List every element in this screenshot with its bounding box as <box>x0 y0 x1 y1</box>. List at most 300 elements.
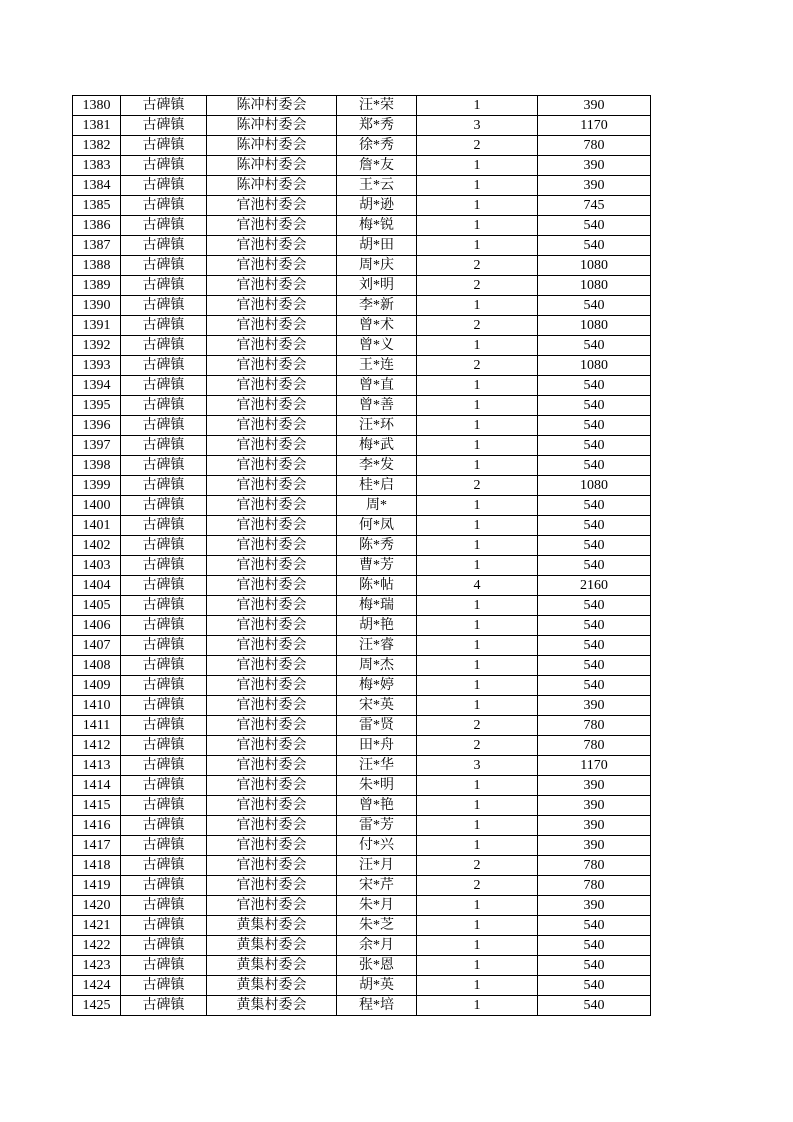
amount-cell: 540 <box>538 336 651 356</box>
amount-cell: 540 <box>538 296 651 316</box>
count-cell: 1 <box>417 656 538 676</box>
count-cell: 1 <box>417 816 538 836</box>
name-cell: 刘*明 <box>337 276 417 296</box>
town-cell: 古碑镇 <box>121 316 207 336</box>
amount-cell: 540 <box>538 376 651 396</box>
table-row <box>73 476 651 496</box>
amount-cell: 540 <box>538 236 651 256</box>
count-cell: 2 <box>417 256 538 276</box>
amount-cell: 780 <box>538 136 651 156</box>
town-cell: 古碑镇 <box>121 236 207 256</box>
count-cell: 3 <box>417 756 538 776</box>
row-number-cell: 1399 <box>73 476 121 496</box>
count-cell: 2 <box>417 316 538 336</box>
name-cell: 宋*芹 <box>337 876 417 896</box>
count-cell: 1 <box>417 296 538 316</box>
row-number-cell: 1419 <box>73 876 121 896</box>
village-cell: 陈冲村委会 <box>207 96 337 116</box>
row-number-cell: 1390 <box>73 296 121 316</box>
amount-cell: 540 <box>538 916 651 936</box>
row-number-cell: 1393 <box>73 356 121 376</box>
town-cell: 古碑镇 <box>121 656 207 676</box>
amount-cell: 390 <box>538 816 651 836</box>
amount-cell: 1170 <box>538 116 651 136</box>
amount-cell: 390 <box>538 156 651 176</box>
data-table <box>72 95 651 1016</box>
amount-cell: 540 <box>538 536 651 556</box>
count-cell: 1 <box>417 696 538 716</box>
row-number-cell: 1410 <box>73 696 121 716</box>
amount-cell: 540 <box>538 216 651 236</box>
amount-cell: 780 <box>538 716 651 736</box>
table-row <box>73 396 651 416</box>
count-cell: 1 <box>417 616 538 636</box>
table-row <box>73 516 651 536</box>
amount-cell: 1080 <box>538 476 651 496</box>
village-cell: 官池村委会 <box>207 496 337 516</box>
town-cell: 古碑镇 <box>121 636 207 656</box>
row-number-cell: 1394 <box>73 376 121 396</box>
row-number-cell: 1401 <box>73 516 121 536</box>
village-cell: 陈冲村委会 <box>207 136 337 156</box>
count-cell: 1 <box>417 456 538 476</box>
village-cell: 官池村委会 <box>207 576 337 596</box>
town-cell: 古碑镇 <box>121 276 207 296</box>
village-cell: 官池村委会 <box>207 216 337 236</box>
amount-cell: 540 <box>538 436 651 456</box>
amount-cell: 1080 <box>538 256 651 276</box>
table-row <box>73 696 651 716</box>
row-number-cell: 1421 <box>73 916 121 936</box>
village-cell: 官池村委会 <box>207 276 337 296</box>
town-cell: 古碑镇 <box>121 496 207 516</box>
town-cell: 古碑镇 <box>121 836 207 856</box>
count-cell: 1 <box>417 336 538 356</box>
town-cell: 古碑镇 <box>121 136 207 156</box>
count-cell: 1 <box>417 936 538 956</box>
count-cell: 3 <box>417 116 538 136</box>
count-cell: 1 <box>417 676 538 696</box>
table-row <box>73 436 651 456</box>
count-cell: 1 <box>417 96 538 116</box>
row-number-cell: 1385 <box>73 196 121 216</box>
name-cell: 胡*英 <box>337 976 417 996</box>
row-number-cell: 1391 <box>73 316 121 336</box>
village-cell: 黄集村委会 <box>207 956 337 976</box>
table-row <box>73 216 651 236</box>
name-cell: 付*兴 <box>337 836 417 856</box>
count-cell: 1 <box>417 376 538 396</box>
amount-cell: 540 <box>538 976 651 996</box>
row-number-cell: 1405 <box>73 596 121 616</box>
village-cell: 官池村委会 <box>207 656 337 676</box>
count-cell: 1 <box>417 916 538 936</box>
row-number-cell: 1398 <box>73 456 121 476</box>
row-number-cell: 1420 <box>73 896 121 916</box>
village-cell: 官池村委会 <box>207 416 337 436</box>
table-row <box>73 596 651 616</box>
amount-cell: 780 <box>538 736 651 756</box>
row-number-cell: 1382 <box>73 136 121 156</box>
row-number-cell: 1415 <box>73 796 121 816</box>
village-cell: 黄集村委会 <box>207 976 337 996</box>
name-cell: 胡*逊 <box>337 196 417 216</box>
row-number-cell: 1417 <box>73 836 121 856</box>
amount-cell: 540 <box>538 416 651 436</box>
name-cell: 汪*月 <box>337 856 417 876</box>
row-number-cell: 1413 <box>73 756 121 776</box>
town-cell: 古碑镇 <box>121 676 207 696</box>
village-cell: 官池村委会 <box>207 636 337 656</box>
row-number-cell: 1424 <box>73 976 121 996</box>
row-number-cell: 1389 <box>73 276 121 296</box>
table-row <box>73 756 651 776</box>
village-cell: 陈冲村委会 <box>207 176 337 196</box>
name-cell: 曹*芳 <box>337 556 417 576</box>
village-cell: 官池村委会 <box>207 196 337 216</box>
table-body <box>73 96 651 1016</box>
town-cell: 古碑镇 <box>121 536 207 556</box>
village-cell: 官池村委会 <box>207 356 337 376</box>
table-row <box>73 356 651 376</box>
town-cell: 古碑镇 <box>121 476 207 496</box>
table-row <box>73 556 651 576</box>
row-number-cell: 1404 <box>73 576 121 596</box>
count-cell: 1 <box>417 976 538 996</box>
town-cell: 古碑镇 <box>121 896 207 916</box>
village-cell: 官池村委会 <box>207 376 337 396</box>
name-cell: 桂*启 <box>337 476 417 496</box>
town-cell: 古碑镇 <box>121 156 207 176</box>
row-number-cell: 1412 <box>73 736 121 756</box>
name-cell: 周* <box>337 496 417 516</box>
amount-cell: 2160 <box>538 576 651 596</box>
row-number-cell: 1407 <box>73 636 121 656</box>
name-cell: 梅*瑞 <box>337 596 417 616</box>
count-cell: 1 <box>417 496 538 516</box>
town-cell: 古碑镇 <box>121 936 207 956</box>
table-row <box>73 796 651 816</box>
name-cell: 曾*术 <box>337 316 417 336</box>
amount-cell: 390 <box>538 836 651 856</box>
village-cell: 官池村委会 <box>207 736 337 756</box>
row-number-cell: 1408 <box>73 656 121 676</box>
table-row <box>73 336 651 356</box>
row-number-cell: 1395 <box>73 396 121 416</box>
table-row <box>73 456 651 476</box>
count-cell: 2 <box>417 716 538 736</box>
town-cell: 古碑镇 <box>121 876 207 896</box>
amount-cell: 745 <box>538 196 651 216</box>
count-cell: 1 <box>417 996 538 1016</box>
town-cell: 古碑镇 <box>121 456 207 476</box>
village-cell: 官池村委会 <box>207 696 337 716</box>
name-cell: 张*恩 <box>337 956 417 976</box>
table-row <box>73 376 651 396</box>
count-cell: 1 <box>417 956 538 976</box>
amount-cell: 390 <box>538 696 651 716</box>
row-number-cell: 1392 <box>73 336 121 356</box>
amount-cell: 540 <box>538 396 651 416</box>
row-number-cell: 1383 <box>73 156 121 176</box>
table-row <box>73 196 651 216</box>
table-row <box>73 976 651 996</box>
amount-cell: 390 <box>538 96 651 116</box>
table-row <box>73 896 651 916</box>
table-row <box>73 996 651 1016</box>
town-cell: 古碑镇 <box>121 196 207 216</box>
count-cell: 2 <box>417 876 538 896</box>
town-cell: 古碑镇 <box>121 716 207 736</box>
count-cell: 1 <box>417 236 538 256</box>
table-row <box>73 416 651 436</box>
row-number-cell: 1414 <box>73 776 121 796</box>
name-cell: 周*杰 <box>337 656 417 676</box>
amount-cell: 390 <box>538 176 651 196</box>
table-row <box>73 816 651 836</box>
village-cell: 黄集村委会 <box>207 996 337 1016</box>
amount-cell: 540 <box>538 996 651 1016</box>
amount-cell: 540 <box>538 636 651 656</box>
table-row <box>73 716 651 736</box>
row-number-cell: 1388 <box>73 256 121 276</box>
table-row <box>73 316 651 336</box>
table-row <box>73 116 651 136</box>
amount-cell: 540 <box>538 496 651 516</box>
town-cell: 古碑镇 <box>121 736 207 756</box>
row-number-cell: 1386 <box>73 216 121 236</box>
town-cell: 古碑镇 <box>121 856 207 876</box>
table-row <box>73 636 651 656</box>
name-cell: 汪*华 <box>337 756 417 776</box>
village-cell: 官池村委会 <box>207 296 337 316</box>
table-row <box>73 96 651 116</box>
village-cell: 官池村委会 <box>207 896 337 916</box>
name-cell: 曾*善 <box>337 396 417 416</box>
town-cell: 古碑镇 <box>121 256 207 276</box>
amount-cell: 1170 <box>538 756 651 776</box>
village-cell: 官池村委会 <box>207 516 337 536</box>
row-number-cell: 1397 <box>73 436 121 456</box>
table-row <box>73 876 651 896</box>
village-cell: 官池村委会 <box>207 476 337 496</box>
town-cell: 古碑镇 <box>121 976 207 996</box>
town-cell: 古碑镇 <box>121 116 207 136</box>
name-cell: 梅*武 <box>337 436 417 456</box>
row-number-cell: 1387 <box>73 236 121 256</box>
amount-cell: 540 <box>538 936 651 956</box>
town-cell: 古碑镇 <box>121 956 207 976</box>
table-row <box>73 136 651 156</box>
table-row <box>73 936 651 956</box>
town-cell: 古碑镇 <box>121 356 207 376</box>
village-cell: 官池村委会 <box>207 676 337 696</box>
village-cell: 官池村委会 <box>207 396 337 416</box>
row-number-cell: 1416 <box>73 816 121 836</box>
town-cell: 古碑镇 <box>121 176 207 196</box>
name-cell: 曾*艳 <box>337 796 417 816</box>
row-number-cell: 1418 <box>73 856 121 876</box>
row-number-cell: 1381 <box>73 116 121 136</box>
amount-cell: 540 <box>538 616 651 636</box>
town-cell: 古碑镇 <box>121 576 207 596</box>
town-cell: 古碑镇 <box>121 96 207 116</box>
village-cell: 官池村委会 <box>207 816 337 836</box>
village-cell: 官池村委会 <box>207 796 337 816</box>
amount-cell: 390 <box>538 776 651 796</box>
village-cell: 官池村委会 <box>207 536 337 556</box>
name-cell: 田*舟 <box>337 736 417 756</box>
count-cell: 2 <box>417 136 538 156</box>
amount-cell: 540 <box>538 596 651 616</box>
name-cell: 汪*环 <box>337 416 417 436</box>
name-cell: 王*连 <box>337 356 417 376</box>
town-cell: 古碑镇 <box>121 376 207 396</box>
town-cell: 古碑镇 <box>121 756 207 776</box>
count-cell: 1 <box>417 796 538 816</box>
row-number-cell: 1406 <box>73 616 121 636</box>
village-cell: 陈冲村委会 <box>207 156 337 176</box>
count-cell: 1 <box>417 516 538 536</box>
table-row <box>73 836 651 856</box>
amount-cell: 780 <box>538 876 651 896</box>
village-cell: 官池村委会 <box>207 456 337 476</box>
row-number-cell: 1384 <box>73 176 121 196</box>
count-cell: 1 <box>417 636 538 656</box>
town-cell: 古碑镇 <box>121 216 207 236</box>
table-row <box>73 736 651 756</box>
amount-cell: 780 <box>538 856 651 876</box>
count-cell: 1 <box>417 836 538 856</box>
town-cell: 古碑镇 <box>121 416 207 436</box>
count-cell: 1 <box>417 896 538 916</box>
name-cell: 李*新 <box>337 296 417 316</box>
amount-cell: 540 <box>538 556 651 576</box>
table-row <box>73 916 651 936</box>
village-cell: 官池村委会 <box>207 616 337 636</box>
table-row <box>73 576 651 596</box>
name-cell: 雷*贤 <box>337 716 417 736</box>
name-cell: 胡*田 <box>337 236 417 256</box>
name-cell: 余*月 <box>337 936 417 956</box>
name-cell: 梅*锐 <box>337 216 417 236</box>
name-cell: 曾*直 <box>337 376 417 396</box>
name-cell: 朱*明 <box>337 776 417 796</box>
count-cell: 1 <box>417 416 538 436</box>
village-cell: 官池村委会 <box>207 856 337 876</box>
village-cell: 官池村委会 <box>207 316 337 336</box>
town-cell: 古碑镇 <box>121 296 207 316</box>
village-cell: 官池村委会 <box>207 876 337 896</box>
name-cell: 詹*友 <box>337 156 417 176</box>
amount-cell: 540 <box>538 656 651 676</box>
amount-cell: 540 <box>538 676 651 696</box>
amount-cell: 540 <box>538 456 651 476</box>
count-cell: 1 <box>417 556 538 576</box>
count-cell: 1 <box>417 436 538 456</box>
town-cell: 古碑镇 <box>121 616 207 636</box>
count-cell: 4 <box>417 576 538 596</box>
village-cell: 黄集村委会 <box>207 916 337 936</box>
table-row <box>73 656 651 676</box>
table-row <box>73 856 651 876</box>
town-cell: 古碑镇 <box>121 796 207 816</box>
name-cell: 朱*芝 <box>337 916 417 936</box>
row-number-cell: 1411 <box>73 716 121 736</box>
name-cell: 汪*荣 <box>337 96 417 116</box>
town-cell: 古碑镇 <box>121 996 207 1016</box>
town-cell: 古碑镇 <box>121 596 207 616</box>
town-cell: 古碑镇 <box>121 916 207 936</box>
count-cell: 2 <box>417 856 538 876</box>
village-cell: 官池村委会 <box>207 716 337 736</box>
town-cell: 古碑镇 <box>121 556 207 576</box>
count-cell: 1 <box>417 776 538 796</box>
amount-cell: 1080 <box>538 316 651 336</box>
count-cell: 1 <box>417 216 538 236</box>
name-cell: 程*培 <box>337 996 417 1016</box>
table-row <box>73 536 651 556</box>
town-cell: 古碑镇 <box>121 396 207 416</box>
row-number-cell: 1423 <box>73 956 121 976</box>
village-cell: 陈冲村委会 <box>207 116 337 136</box>
name-cell: 李*发 <box>337 456 417 476</box>
row-number-cell: 1396 <box>73 416 121 436</box>
name-cell: 王*云 <box>337 176 417 196</box>
table-row <box>73 276 651 296</box>
count-cell: 1 <box>417 176 538 196</box>
town-cell: 古碑镇 <box>121 436 207 456</box>
name-cell: 朱*月 <box>337 896 417 916</box>
town-cell: 古碑镇 <box>121 776 207 796</box>
village-cell: 官池村委会 <box>207 776 337 796</box>
name-cell: 何*凤 <box>337 516 417 536</box>
row-number-cell: 1425 <box>73 996 121 1016</box>
village-cell: 官池村委会 <box>207 336 337 356</box>
table-row <box>73 956 651 976</box>
name-cell: 周*庆 <box>337 256 417 276</box>
name-cell: 胡*艳 <box>337 616 417 636</box>
table-row <box>73 236 651 256</box>
name-cell: 梅*婷 <box>337 676 417 696</box>
count-cell: 1 <box>417 196 538 216</box>
name-cell: 陈*秀 <box>337 536 417 556</box>
row-number-cell: 1422 <box>73 936 121 956</box>
village-cell: 官池村委会 <box>207 556 337 576</box>
row-number-cell: 1400 <box>73 496 121 516</box>
name-cell: 陈*帖 <box>337 576 417 596</box>
name-cell: 徐*秀 <box>337 136 417 156</box>
village-cell: 官池村委会 <box>207 596 337 616</box>
village-cell: 黄集村委会 <box>207 936 337 956</box>
village-cell: 官池村委会 <box>207 756 337 776</box>
row-number-cell: 1402 <box>73 536 121 556</box>
count-cell: 1 <box>417 536 538 556</box>
table-row <box>73 496 651 516</box>
table-row <box>73 256 651 276</box>
count-cell: 2 <box>417 276 538 296</box>
row-number-cell: 1403 <box>73 556 121 576</box>
count-cell: 2 <box>417 736 538 756</box>
row-number-cell: 1409 <box>73 676 121 696</box>
count-cell: 2 <box>417 356 538 376</box>
amount-cell: 540 <box>538 516 651 536</box>
count-cell: 1 <box>417 596 538 616</box>
table-row <box>73 676 651 696</box>
name-cell: 宋*英 <box>337 696 417 716</box>
town-cell: 古碑镇 <box>121 696 207 716</box>
count-cell: 1 <box>417 156 538 176</box>
